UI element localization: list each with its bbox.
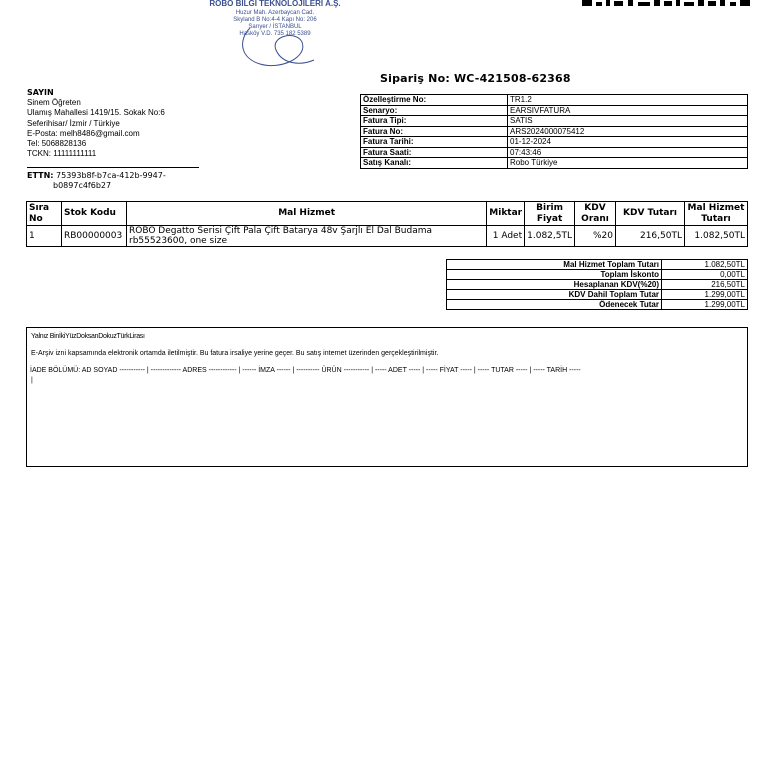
ettn-value: 75393b8f-b7ca-412b-9947- — [56, 171, 166, 180]
table-row — [361, 126, 748, 137]
header-birim-fiyat: Birim Fiyat — [525, 202, 575, 226]
header-kdv-orani: KDV Oranı — [575, 202, 616, 226]
table-row — [361, 95, 748, 106]
info-key: Fatura Tipi: — [361, 116, 508, 127]
table-row — [447, 270, 748, 280]
table-row — [27, 226, 748, 247]
return-section: İADE BÖLÜMÜ: AD SOYAD ----------- | ------------- ADRES ------------ | ------ İMZA ------ | ---------- ÜRÜN ----------- | ----- ADET ----- | ----- FİYAT ----- | ----- TUTAR ----- | ----- TARİH ----- — [30, 367, 581, 374]
info-key: Fatura Saati: — [361, 147, 508, 158]
ettn — [27, 171, 202, 191]
total-key: Mal Hizmet Toplam Tutarı — [447, 260, 662, 270]
table-row — [447, 260, 748, 270]
qr-code-fragment — [582, 0, 750, 7]
total-value: 0,00TL — [662, 270, 748, 280]
total-value: 1.299,00TL — [662, 300, 748, 310]
amount-in-words: Yalnız BinİkiYüzDoksanDokuzTürkLirası — [31, 333, 145, 340]
company-stamp — [200, 0, 350, 72]
cell-total: 1.082,50TL — [685, 226, 748, 247]
total-value: 1.299,00TL — [662, 290, 748, 300]
header-stok-kodu: Stok Kodu — [62, 202, 127, 226]
header-mal-hizmet-tutari: Mal Hizmet Tutarı — [685, 202, 748, 226]
header-kdv-tutari: KDV Tutarı — [616, 202, 685, 226]
stamp-line: Sarıyer / İSTANBUL — [248, 24, 302, 30]
info-value: Robo Türkiye — [508, 158, 748, 169]
cell-qty: 1 Adet — [487, 226, 525, 247]
table-row — [361, 137, 748, 148]
info-value: SATIS — [508, 116, 748, 127]
total-value: 1.082,50TL — [662, 260, 748, 270]
text-cursor: | — [31, 377, 33, 384]
customer-name: Sinem Öğreten — [27, 98, 81, 108]
total-key: Toplam İskonto — [447, 270, 662, 280]
ettn-label: ETTN: — [27, 171, 54, 180]
info-key: Senaryo: — [361, 105, 508, 116]
info-value: 07:43:46 — [508, 147, 748, 158]
customer-email: E-Posta: melh8486@gmail.com — [27, 128, 140, 138]
table-row — [361, 105, 748, 116]
info-value: EARSIVFATURA — [508, 105, 748, 116]
total-key: Ödenecek Tutar — [447, 300, 662, 310]
cell-vat: 216,50TL — [616, 226, 685, 247]
totals-table — [446, 259, 748, 310]
info-value: 01-12-2024 — [508, 137, 748, 148]
info-value: ARS2024000075412 — [508, 126, 748, 137]
stamp-line: Huzur Mah. Azerbaycan Cad. — [235, 10, 315, 16]
cell-desc: ROBO Degatto Serisi Çift Pala Çift Batarya 48v Şarjlı El Dal Budama rb55523600, one size — [127, 226, 487, 247]
header-mal-hizmet: Mal Hizmet — [127, 202, 487, 226]
stamp-company: ROBO BİLGİ TEKNOLOJİLERİ A.Ş. — [209, 0, 341, 8]
info-key: Özelleştirme No: — [361, 95, 508, 106]
info-key: Satış Kanalı: — [361, 158, 508, 169]
total-key: KDV Dahil Toplam Tutar — [447, 290, 662, 300]
stamp-line: Skyland B No:4-4 Kapı No: 206 — [233, 17, 317, 23]
divider — [27, 167, 199, 168]
table-header-row — [27, 202, 748, 226]
customer-tckn: TCKN: 11111111111 — [27, 149, 97, 159]
table-row — [361, 116, 748, 127]
customer-phone: Tel: 5068828136 — [27, 139, 87, 149]
table-row — [447, 280, 748, 290]
info-key: Fatura Tarihi: — [361, 137, 508, 148]
stamp-line: Hasköy V.D. 735 182 5389 — [239, 31, 311, 37]
invoice-note: E-Arşiv izni kapsamında elektronik ortamda iletilmiştir. Bu fatura irsaliye yerine geçer. Bu satış internet üzerinden gerçekleştirilmiştir. — [31, 350, 439, 357]
ettn-value: b0897c4f6b27 — [53, 181, 112, 190]
table-row — [447, 300, 748, 310]
cell-vat-rate: %20 — [575, 226, 616, 247]
total-value: 216,50TL — [662, 280, 748, 290]
header-sira-no: Sıra No — [27, 202, 62, 226]
info-value: TR1.2 — [508, 95, 748, 106]
total-key: Hesaplanan KDV(%20) — [447, 280, 662, 290]
customer-heading: SAYIN — [27, 88, 54, 97]
signature — [230, 20, 320, 72]
customer-address: Seferihisar/ İzmir / Türkiye — [27, 118, 120, 128]
table-row — [447, 290, 748, 300]
items-table — [26, 201, 748, 247]
info-key: Fatura No: — [361, 126, 508, 137]
notes-box — [26, 327, 748, 467]
cell-code: RB00000003 — [62, 226, 127, 247]
invoice-info-table — [360, 94, 748, 169]
cell-no: 1 — [27, 226, 62, 247]
customer-block — [27, 88, 207, 159]
table-row — [361, 147, 748, 158]
header-miktar: Miktar — [487, 202, 525, 226]
table-row — [361, 158, 748, 169]
order-number: Sipariş No: WC-421508-62368 — [380, 72, 571, 85]
cell-price: 1.082,5TL — [525, 226, 575, 247]
customer-address: Ulamış Mahallesi 1419/15. Sokak No:6 — [27, 108, 165, 118]
